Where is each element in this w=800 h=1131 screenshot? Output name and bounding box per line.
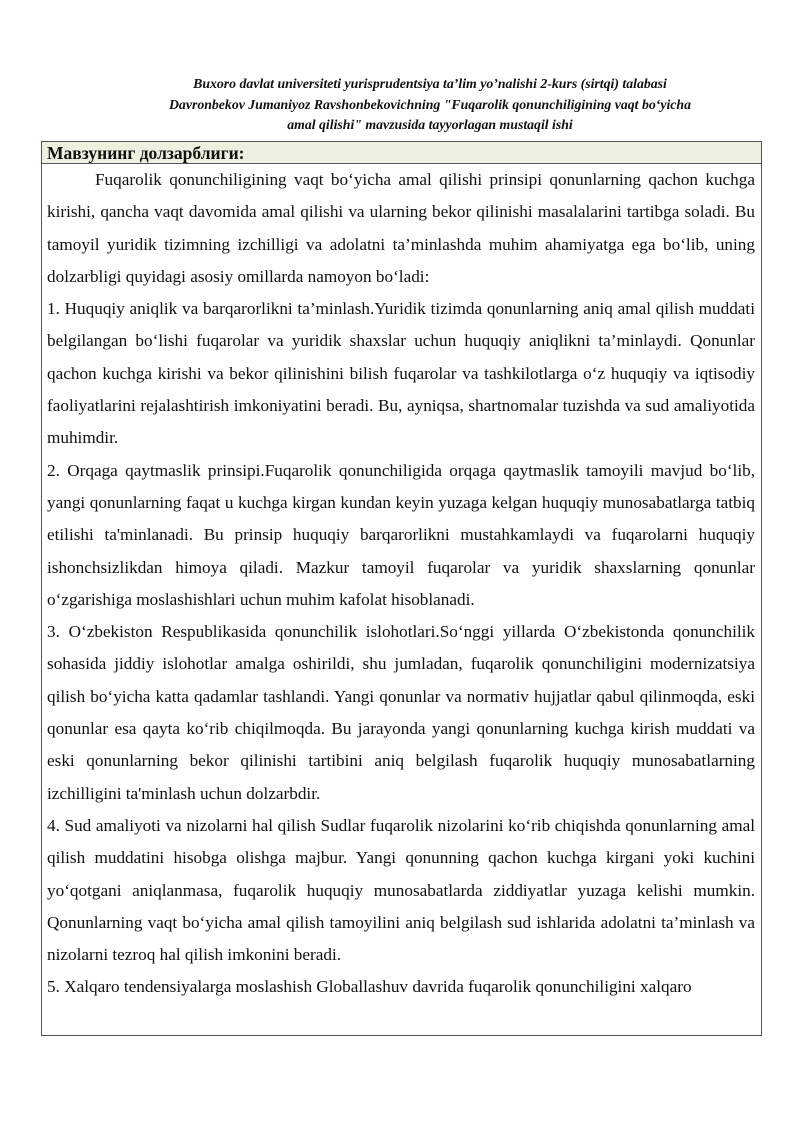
section-body	[42, 164, 761, 1004]
header-line-2: Davronbekov Jumaniyoz Ravshonbekovichning "Fuqarolik qonunchiligining vaqt bo‘yicha	[168, 96, 692, 112]
paragraph-item-5: 5. Xalqaro tendensiyalarga moslashish Globallashuv davrida fuqarolik qonunchiligini xalqaro	[47, 977, 692, 997]
header-line-3: amal qilishi" mavzusida tayyorlagan mustaqil ishi	[287, 117, 573, 132]
header-line-1: Buxoro davlat universiteti yurisprudentsiya ta’lim yo’nalishi 2-kurs (sirtqi) talabasi	[193, 76, 667, 91]
paragraph-item-2: 2. Orqaga qaytmaslik prinsipi.Fuqarolik qonunchiligida orqaga qaytmaslik tamoyili mavjud bo‘lib, yangi qonunlarning faqat u kuchga kirgan kundan keyin yuzaga kelgan huquqiy munosabatlarga tatbiq etilishi ta'minlanadi. Bu prinsip huquqiy barqarorlikni mustahkamlaydi va fuqarolarni huquqiy ishonchsizlikdan himoya qiladi. Mazkur tamoyil fuqarolar va yuridik shaxslarning qonunlar o‘zgarishiga moslashishlari uchun muhim kafolat hisoblanadi.	[47, 460, 755, 609]
paragraph-item-1: 1. Huquqiy aniqlik va barqarorlikni ta’minlash.Yuridik tizimda qonunlarning aniq amal qilish muddati belgilangan bo‘lishi fuqarolar va yuridik shaxslar uchun huquqiy aniqlikni ta’minlaydi. Qonunlar qachon kuchga kirishi va bekor qilinishini bilish fuqarolar va tashkilotlarga o‘z huquqiy va iqtisodiy faoliyatlarini rejalashtirish imkoniyatini beradi. Bu, ayniqsa, shartnomalar tuzishda va sud amaliyotida muhimdir.	[47, 299, 755, 448]
section-title: Мавзунинг долзарблиги:	[42, 142, 761, 164]
content-table	[41, 141, 762, 1036]
document-header	[60, 74, 800, 136]
intro-paragraph: Fuqarolik qonunchiligining vaqt bo‘yicha amal qilishi prinsipi qonunlarning qachon kuchga kirishi, qancha vaqt davomida amal qilishi va ularning bekor qilinishi masalalarini tartibga soladi. Bu tamoyil yuridik tizimning izchilligi va adolatni ta’minlashda muhim ahamiyatga ega bo‘lib, uning dolzarbligi quyidagi asosiy omillarda namoyon bo‘ladi:	[47, 170, 755, 286]
paragraph-item-3: 3. O‘zbekiston Respublikasida qonunchilik islohotlari.So‘nggi yillarda O‘zbekistonda qonunchilik sohasida jiddiy islohotlar amalga oshirildi, shu jumladan, fuqarolik qonunchiligini modernizatsiya qilish bo‘yicha katta qadamlar tashlandi. Yangi qonunlar va normativ hujjatlar qabul qilinmoqda, eski qonunlar esa qayta ko‘rib chiqilmoqda. Bu jarayonda yangi qonunlarning kuchga kirish muddati va eski qonunlarning bekor qilinishi tartibini aniq belgilash fuqarolik huquqiy munosabatlarning izchilligini ta'minlash uchun dolzarbdir.	[47, 622, 755, 803]
paragraph-item-4: 4. Sud amaliyoti va nizolarni hal qilish Sudlar fuqarolik nizolarini ko‘rib chiqishda qonunlarning amal qilish muddatini hisobga olishga majbur. Yangi qonunning qachon kuchga kirgani yoki kuchini yo‘qotgani aniqlanmasa, fuqarolik huquqiy munosabatlarda ziddiyatlar yuzaga kelishi mumkin. Qonunlarning vaqt bo‘yicha amal qilish tamoyilini aniq belgilash sud ishlarida adolatni ta’minlash va nizolarni tezroq hal qilish imkonini beradi.	[47, 815, 755, 965]
